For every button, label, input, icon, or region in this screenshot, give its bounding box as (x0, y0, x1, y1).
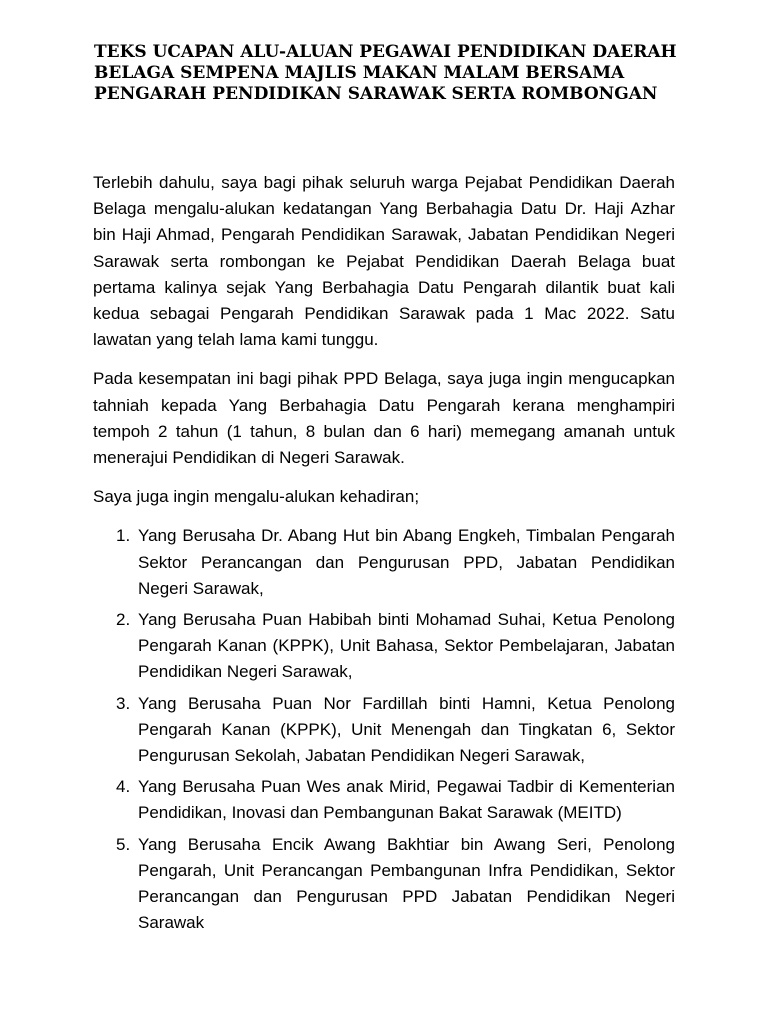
list-item-number: 3. (116, 693, 131, 713)
list-item (93, 523, 675, 602)
paragraph-intro: Terlebih dahulu, saya bagi pihak seluruh warga Pejabat Pendidikan Daerah Belaga mengalu-alukan kedatangan Yang Berbahagia Datu Dr. Haji Azhar bin Haji Ahmad, Pengarah Pendidikan Sarawak, Jabatan Pendidikan Negeri Sarawak serta rombongan ke Pejabat Pendidikan Daerah Belaga buat pertama kalinya sejak Yang Berbahagia Datu Pengarah dilantik buat kali kedua sebagai Pengarah Pendidikan Sarawak pada 1 Mac 2022. Satu lawatan yang telah lama kami tunggu. (93, 173, 675, 350)
list-item (93, 607, 675, 686)
paragraph-congratulations: Pada kesempatan ini bagi pihak PPD Belaga, saya juga ingin mengucapkan tahniah kepada Yang Berbahagia Datu Pengarah kerana menghampiri tempoh 2 tahun (1 tahun, 8 bulan dan 6 hari) memegang amanah untuk menerajui Pendidikan di Negeri Sarawak. (93, 369, 675, 468)
list-item (93, 832, 675, 937)
list-item-text: Yang Berusaha Encik Awang Bakhtiar bin Awang Seri, Penolong Pengarah, Unit Perancangan Pembangunan Infra Pendidikan, Sektor Perancangan dan Pengurusan PPD Jabatan Pendidikan Negeri Sarawak (138, 834, 675, 933)
list-item-number: 2. (116, 610, 131, 630)
list-item (93, 691, 675, 770)
list-item-number: 5. (116, 834, 131, 854)
list-item (93, 774, 675, 826)
list-item-text: Yang Berusaha Puan Wes anak Mirid, Pegawai Tadbir di Kementerian Pendidikan, Inovasi dan Pembangunan Bakat Sarawak (MEITD) (138, 777, 675, 823)
list-item-number: 4. (116, 777, 131, 797)
document-body (93, 170, 675, 941)
guest-list (93, 523, 675, 936)
list-item-text: Yang Berusaha Puan Nor Fardillah binti Hamni, Ketua Penolong Pengarah Kanan (KPPK), Unit Menengah dan Tingkatan 6, Sektor Pengurusan Sekolah, Jabatan Pendidikan Negeri Sarawak, (138, 693, 675, 766)
list-item-number: 1. (116, 526, 131, 546)
list-item-text: Yang Berusaha Dr. Abang Hut bin Abang Engkeh, Timbalan Pengarah Sektor Perancangan dan Pengurusan PPD, Jabatan Pendidikan Negeri Sarawak, (138, 526, 675, 598)
list-item-text: Yang Berusaha Puan Habibah binti Mohamad Suhai, Ketua Penolong Pengarah Kanan (KPPK), Unit Bahasa, Sektor Pembelajaran, Jabatan Pendidikan Negeri Sarawak, (138, 610, 675, 682)
document-title: TEKS UCAPAN ALU-ALUAN PEGAWAI PENDIDIKAN DAERAH BELAGA SEMPENA MAJLIS MAKAN MALAM BERSAMA PENGARAH PENDIDIKAN SARAWAK SERTA ROMBONGAN (94, 42, 677, 104)
paragraph-welcome-lead: Saya juga ingin mengalu-alukan kehadiran; (93, 487, 420, 507)
